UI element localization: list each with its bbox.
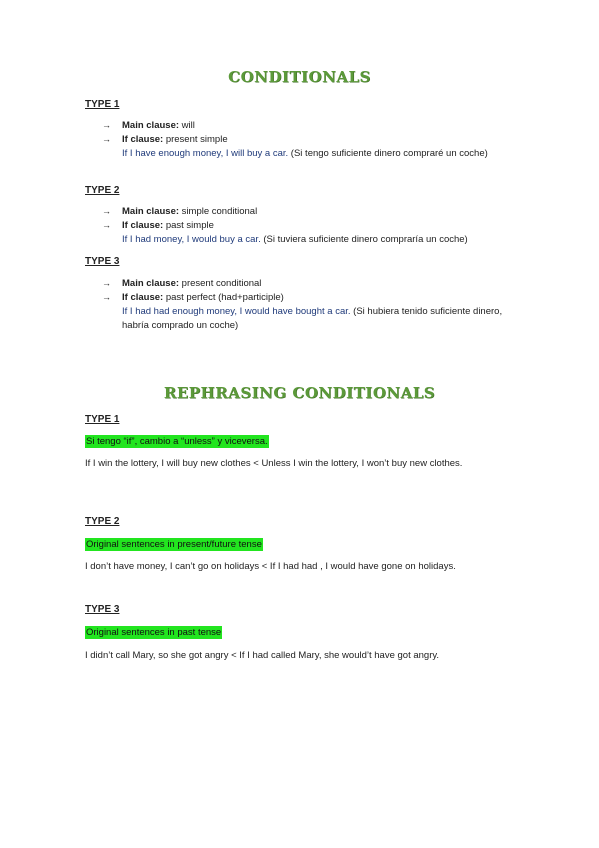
type-heading: TYPE 3 — [85, 604, 120, 615]
list-item — [102, 120, 195, 131]
highlighted-note: Si tengo “if”, cambio a “unless” y viceversa. — [86, 436, 268, 447]
list-item — [102, 134, 228, 145]
if-clause-label: If clause: — [122, 134, 164, 145]
main-clause-label: Main clause: — [122, 278, 180, 289]
main-clause-value: present conditional — [179, 278, 262, 289]
if-clause-value: past perfect (had+participle) — [163, 292, 284, 303]
highlighted-note: Original sentences in past tense — [86, 627, 222, 638]
arrow-icon: → — [102, 220, 111, 230]
type-heading: TYPE 2 — [85, 516, 120, 527]
arrow-icon: → — [102, 134, 111, 144]
example-sentence: I didn’t call Mary, so she got angry < If I had called Mary, she would’t have got angry. — [85, 650, 440, 661]
example-english: If I have enough money, I will buy a car. — [122, 148, 289, 159]
list-item — [102, 278, 261, 289]
list-item — [102, 292, 284, 303]
type-heading: TYPE 1 — [85, 414, 120, 425]
arrow-icon: → — [102, 120, 111, 130]
type-heading: TYPE 1 — [85, 99, 120, 110]
type-heading: TYPE 2 — [85, 185, 120, 196]
arrow-icon: → — [102, 278, 111, 288]
example-english: If I had had enough money, I would have bought a car. — [122, 306, 351, 317]
section-title: REPHRASING CONDITIONALS — [163, 384, 436, 402]
if-clause-label: If clause: — [122, 292, 164, 303]
main-clause-value: simple conditional — [179, 206, 258, 217]
example-spanish: (Si hubiera tenido suficiente dinero, habría comprado un coche) — [122, 306, 503, 331]
page-title: CONDITIONALS — [228, 68, 371, 86]
main-clause-label: Main clause: — [122, 120, 180, 131]
example-sentence — [122, 233, 542, 247]
list-item — [102, 206, 257, 217]
example-spanish: (Si tengo suficiente dinero compraré un coche) — [288, 148, 488, 159]
example-sentence: If I win the lottery, I will buy new clothes < Unless I win the lottery, I won’t buy new clothes. — [85, 458, 463, 469]
main-clause-value: will — [179, 120, 195, 131]
example-english: If I had money, I would buy a car. — [122, 234, 261, 245]
example-sentence: I don’t have money, I can’t go on holidays < If I had had , I would have gone on holidays. — [85, 561, 456, 572]
arrow-icon: → — [102, 292, 111, 302]
type-heading: TYPE 3 — [85, 256, 120, 267]
if-clause-value: past simple — [163, 220, 214, 231]
example-sentence — [122, 305, 522, 333]
highlighted-note: Original sentences in present/future tense — [86, 539, 262, 550]
if-clause-label: If clause: — [122, 220, 164, 231]
list-item — [102, 220, 214, 231]
if-clause-value: present simple — [163, 134, 228, 145]
arrow-icon: → — [102, 206, 111, 216]
example-sentence — [122, 147, 522, 161]
main-clause-label: Main clause: — [122, 206, 180, 217]
example-spanish: (Si tuviera suficiente dinero compraría un coche) — [260, 234, 468, 245]
